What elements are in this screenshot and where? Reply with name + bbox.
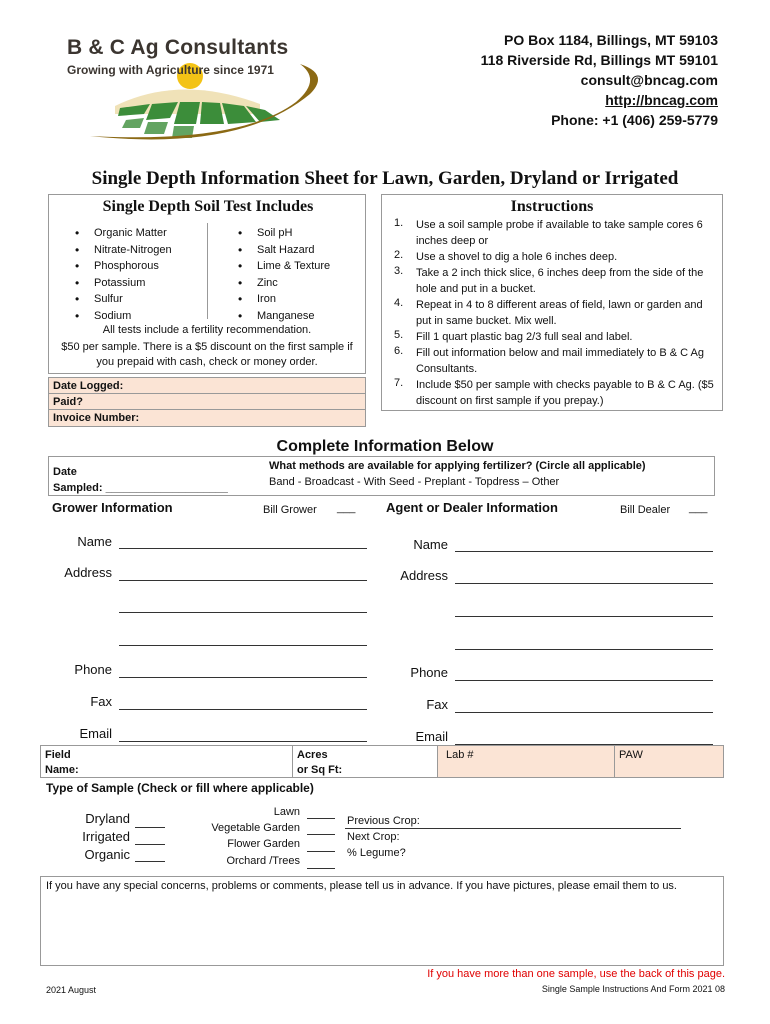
grower-phone-input[interactable] (119, 677, 367, 678)
prepay-note: you prepaid with cash, check or money order. (96, 356, 318, 368)
grower-phone-label: Phone (74, 662, 112, 677)
date-logged-label: Date Logged: (49, 378, 365, 394)
step-text: Take a 2 inch thick slice, 6 inches deep from the side of the hole and put in a bucket. (416, 267, 704, 295)
sample-type-heading: Type of Sample (Check or fill where applicable) (46, 781, 314, 795)
agent-phone-label: Phone (410, 665, 448, 680)
includes-heading: Single Depth Soil Test Includes (102, 198, 314, 215)
list-item: • Phosphorous (74, 260, 172, 277)
field-info-table (40, 745, 724, 778)
flower-garden-label: Flower Garden (227, 838, 300, 850)
grower-email-input[interactable] (119, 741, 367, 742)
grower-address-input-2[interactable] (119, 612, 367, 613)
acres-cell[interactable] (293, 746, 437, 777)
dryland-label: Dryland (85, 811, 130, 826)
paw-cell (615, 746, 723, 777)
grower-name-label: Name (77, 534, 112, 549)
list-item: • Zinc (237, 277, 330, 294)
step-number: 5. (394, 329, 404, 341)
bill-grower-checkbox[interactable]: ___ (337, 502, 356, 514)
date-label: Date (53, 466, 77, 478)
vegetable-garden-label: Vegetable Garden (211, 822, 300, 834)
fertilizer-methods-question: What methods are available for applying fertilizer? (Circle all applicable) (269, 460, 646, 472)
step-number: 2. (394, 249, 404, 261)
agent-fax-input[interactable] (455, 712, 713, 713)
field-name-cell[interactable] (41, 746, 293, 777)
previous-crop-label: Previous Crop: (347, 815, 420, 827)
lab-number-cell (437, 746, 615, 777)
agent-phone-input[interactable] (455, 680, 713, 681)
footer-date: 2021 August (46, 985, 97, 995)
step-text: Include $50 per sample with checks payable to B & C Ag. ($5 discount on first sample if you prepay.) (416, 379, 714, 407)
step-text: Fill out information below and mail immediately to B & C Ag Consultants. (416, 347, 704, 375)
paw-label: PAW (619, 749, 643, 761)
includes-right-list (237, 227, 330, 326)
grower-fax-label: Fax (90, 694, 112, 709)
irrigated-checkbox[interactable] (135, 844, 165, 845)
agent-address-input-2[interactable] (455, 616, 713, 617)
step-number: 1. (394, 217, 404, 229)
lab-number-label: Lab # (446, 749, 474, 761)
bill-dealer-label: Bill Dealer (620, 504, 671, 516)
step-text: Use a shovel to dig a hole 6 inches deep. (416, 251, 618, 263)
contact-street: 118 Riverside Rd, Billings MT 59101 (480, 52, 718, 68)
agent-email-label: Email (415, 729, 448, 744)
acres-label: Acres (297, 749, 328, 761)
list-item: • Organic Matter (74, 227, 172, 244)
grower-email-label: Email (79, 726, 112, 741)
lawn-label: Lawn (273, 806, 300, 818)
list-item: • Soil pH (237, 227, 330, 244)
grower-address-input-1[interactable] (119, 580, 367, 581)
irrigated-label: Irrigated (82, 829, 130, 844)
step-number: 6. (394, 345, 404, 357)
list-item: • Sodium (74, 310, 172, 327)
grower-address-label: Address (64, 565, 112, 580)
agent-name-input[interactable] (455, 551, 713, 552)
step-text: Fill 1 quart plastic bag 2/3 full seal and label. (416, 331, 633, 343)
flower-garden-checkbox[interactable] (307, 851, 335, 852)
contact-email[interactable]: consult@bncag.com (580, 72, 718, 88)
contact-phone: Phone: +1 (406) 259-5779 (551, 112, 718, 128)
instructions-heading: Instructions (510, 198, 594, 215)
column-divider (207, 223, 208, 319)
list-item: • Iron (237, 293, 330, 310)
field-label: Field (45, 749, 71, 761)
previous-crop-input[interactable] (345, 828, 681, 829)
list-item: • Potassium (74, 277, 172, 294)
lawn-checkbox[interactable] (307, 818, 335, 819)
invoice-number-label: Invoice Number: (53, 412, 140, 424)
grower-address-input-3[interactable] (119, 645, 367, 646)
date-methods-box (48, 456, 715, 496)
agent-address-input-1[interactable] (455, 583, 713, 584)
dryland-checkbox[interactable] (135, 827, 165, 828)
list-item: • Salt Hazard (237, 244, 330, 261)
step-text: Use a soil sample probe if available to take sample cores 6 inches deep or (416, 219, 703, 247)
grower-heading: Grower Information (52, 500, 173, 515)
company-tagline: Growing with Agriculture since 1971 (67, 63, 274, 77)
vegetable-garden-checkbox[interactable] (307, 834, 335, 835)
contact-po-box: PO Box 1184, Billings, MT 59103 (504, 32, 718, 48)
step-text: Repeat in 4 to 8 different areas of field, lawn or garden and put in same bucket. Mix well. (416, 299, 703, 327)
orchard-trees-label: Orchard /Trees (226, 855, 300, 867)
agent-fax-label: Fax (426, 697, 448, 712)
concerns-prompt: If you have any special concerns, problems or comments, please tell us in advance. If you have pictures, please email them to us. (46, 880, 677, 892)
list-item: • Sulfur (74, 293, 172, 310)
company-name: B & C Ag Consultants (67, 36, 289, 59)
bill-grower-label: Bill Grower (263, 504, 317, 516)
acres-sqft-label: or Sq Ft: (297, 764, 343, 776)
paid-label: Paid? (49, 394, 365, 410)
contact-website-link[interactable]: http://bncag.com (605, 92, 718, 108)
multiple-samples-note: If you have more than one sample, use the back of this page. (427, 968, 725, 980)
legume-label: % Legume? (347, 847, 406, 859)
complete-info-heading: Complete Information Below (276, 438, 494, 455)
step-number: 3. (394, 265, 404, 277)
footer-form-id: Single Sample Instructions And Form 2021 08 (541, 984, 725, 994)
agent-address-input-3[interactable] (455, 649, 713, 650)
fertilizer-methods-options[interactable]: Band - Broadcast - With Seed - Preplant - Topdress – Other (269, 476, 560, 488)
bill-dealer-checkbox[interactable]: ___ (689, 502, 708, 514)
price-note: $50 per sample. There is a $5 discount on the first sample if (61, 341, 353, 353)
list-item: • Manganese (237, 310, 330, 327)
agent-name-label: Name (413, 537, 448, 552)
organic-label: Organic (84, 847, 130, 862)
agent-address-label: Address (400, 568, 448, 583)
instructions-box (381, 194, 723, 411)
date-sampled-field[interactable] (53, 464, 228, 496)
next-crop-label: Next Crop: (347, 831, 400, 843)
fertility-note: All tests include a fertility recommendation. (102, 324, 312, 336)
soil-test-includes-box (48, 194, 366, 374)
concerns-textarea[interactable] (40, 876, 724, 966)
grower-fax-input[interactable] (119, 709, 367, 710)
page-title: Single Depth Information Sheet for Lawn, Garden, Dryland or Irrigated (91, 168, 679, 189)
step-number: 7. (394, 377, 404, 389)
agent-heading: Agent or Dealer Information (386, 500, 558, 515)
organic-checkbox[interactable] (135, 861, 165, 862)
step-number: 4. (394, 297, 404, 309)
office-use-box (48, 377, 366, 427)
grower-name-input[interactable] (119, 548, 367, 549)
orchard-trees-checkbox[interactable] (307, 868, 335, 869)
field-name-label: Name: (45, 764, 79, 776)
list-item: • Lime & Texture (237, 260, 330, 277)
list-item: • Nitrate-Nitrogen (74, 244, 172, 261)
includes-left-list (74, 227, 172, 326)
sampled-label: Sampled: ____________________ (53, 482, 228, 494)
